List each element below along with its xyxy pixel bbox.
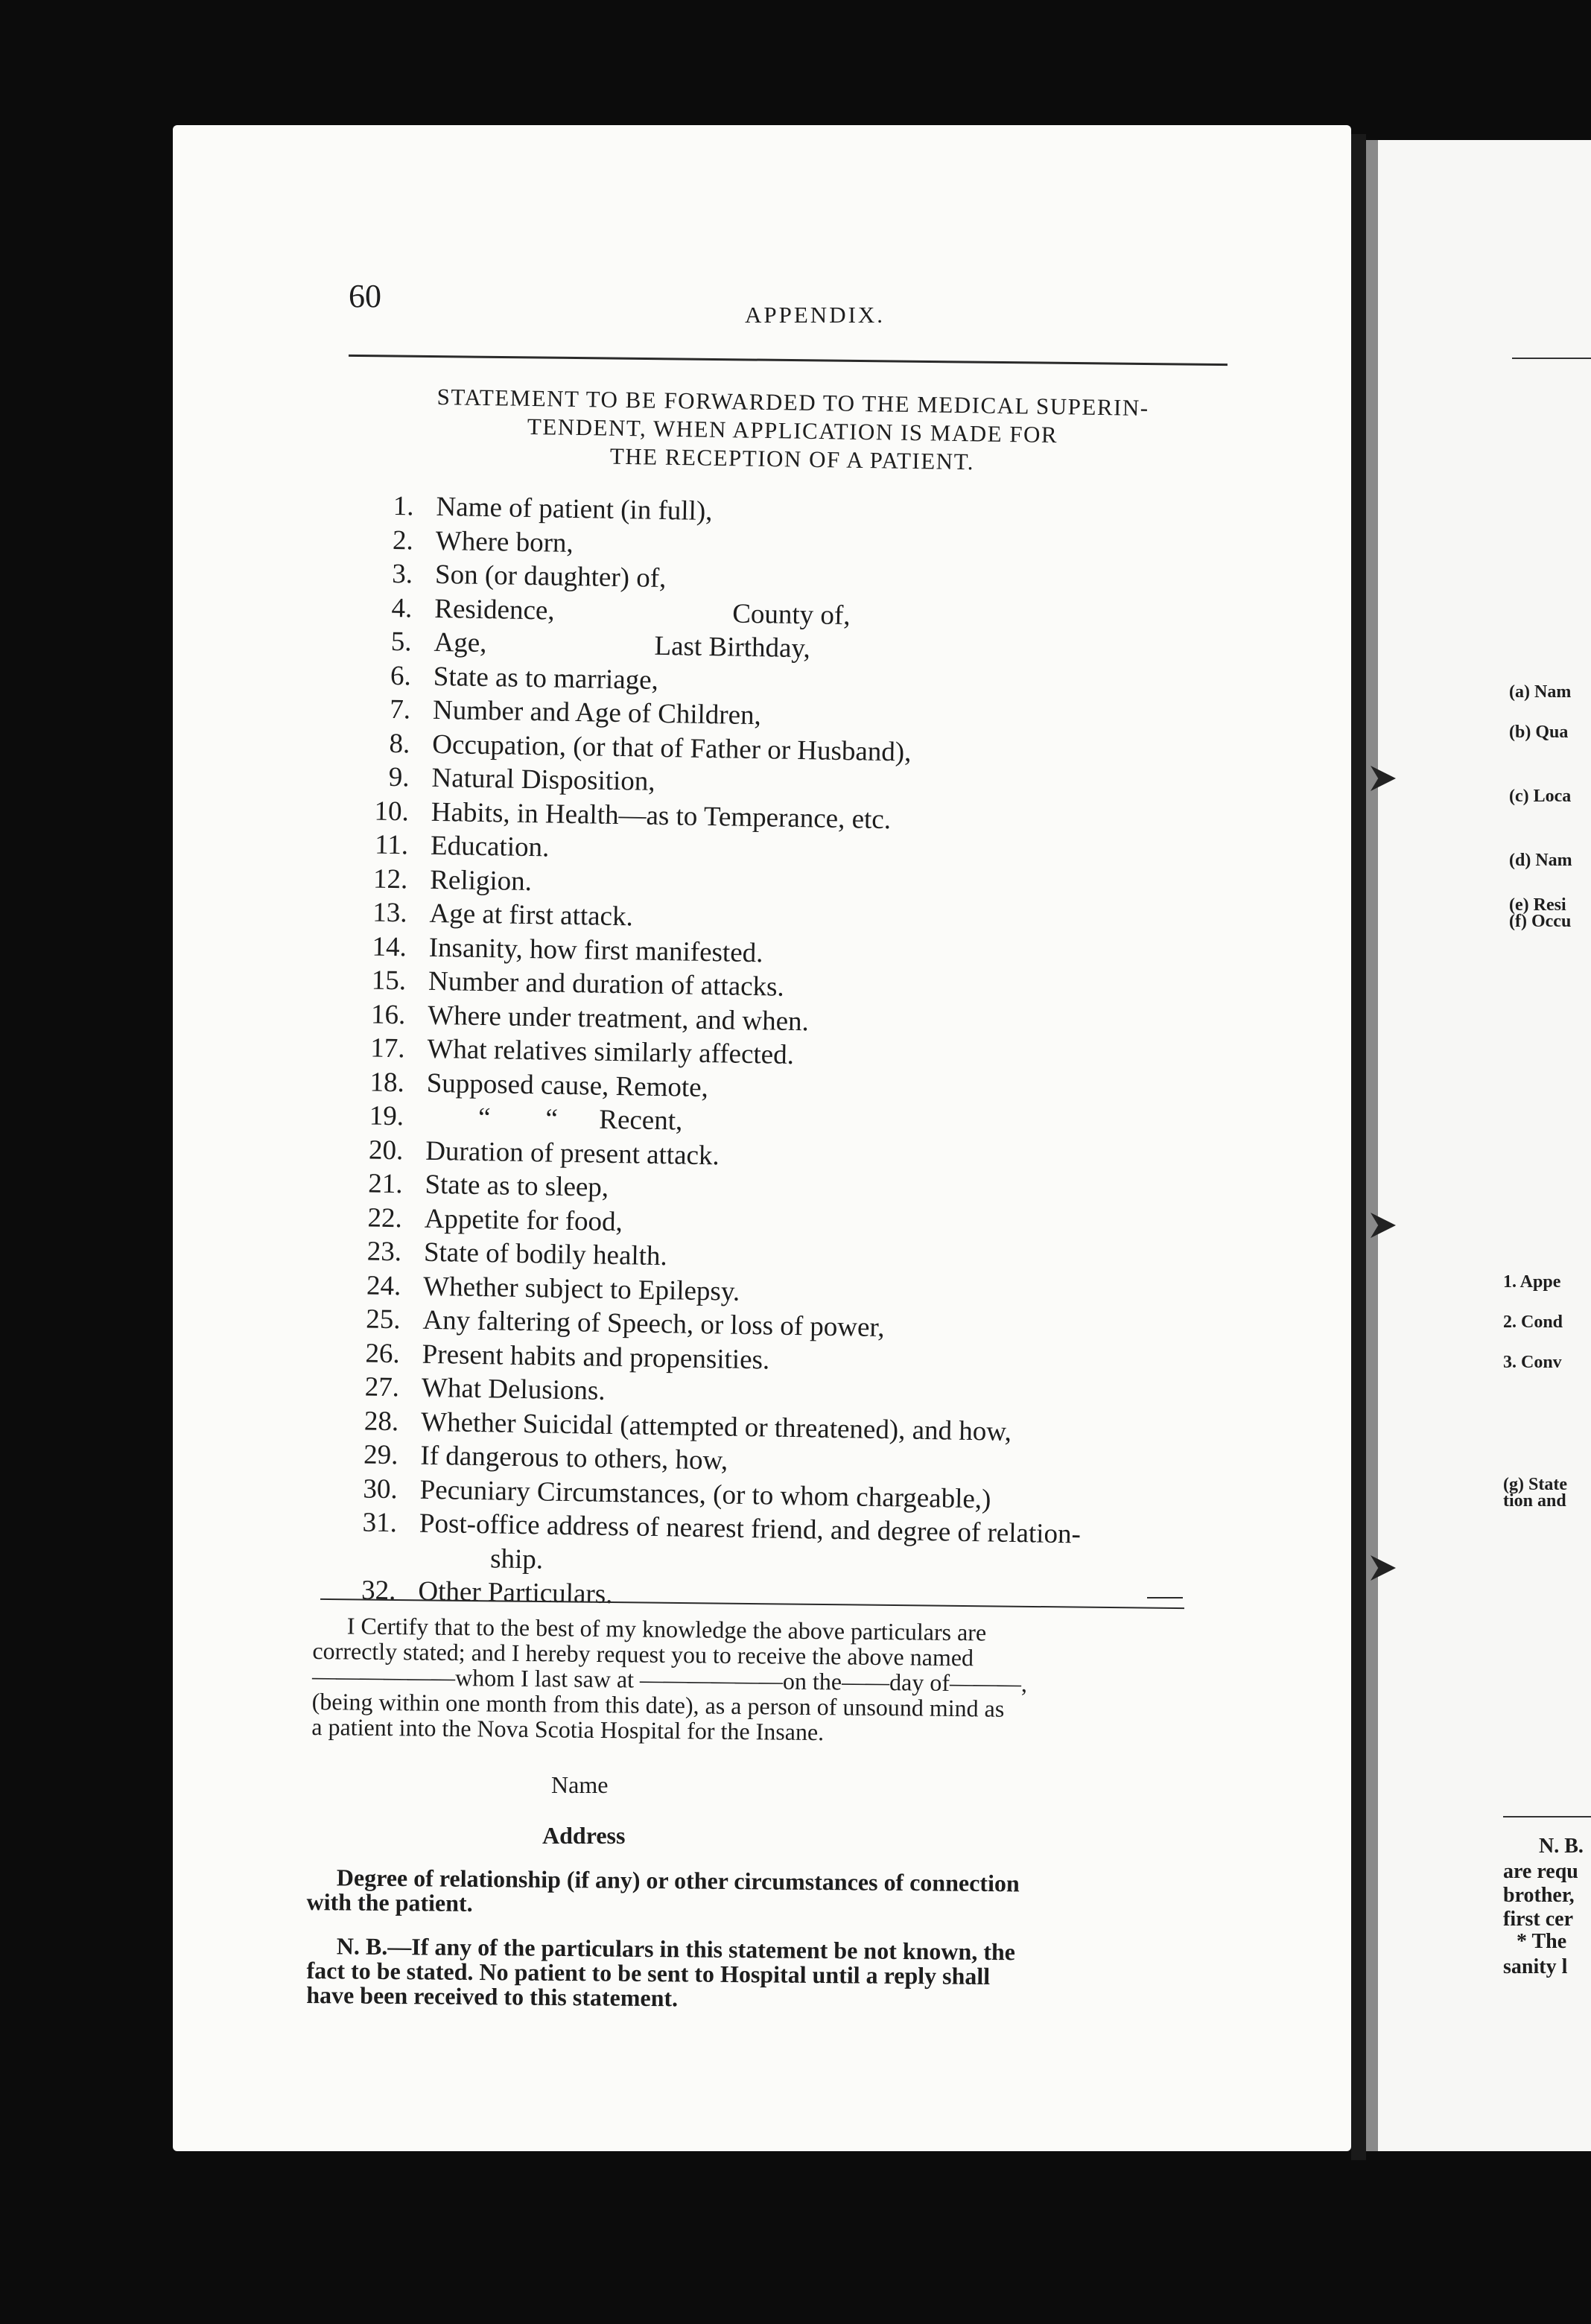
nb-line-1: N. B.—If any of the particulars in this statement be not known, the: [336, 1932, 1016, 1966]
item-number: 29.: [363, 1439, 398, 1471]
item-text: Present habits and propensities.: [422, 1339, 770, 1375]
right-nb-5: * The: [1517, 1930, 1567, 1953]
particulars-list: [331, 489, 1229, 1622]
item-extra-text: County of,: [731, 598, 851, 631]
item-number: 20.: [368, 1134, 404, 1166]
item-text: Residence,: [434, 593, 555, 626]
relationship-note: [306, 1865, 1195, 1922]
item-number: 10.: [374, 796, 410, 827]
right-nb-1: N. B.: [1539, 1835, 1584, 1858]
item-number: 2.: [392, 524, 414, 556]
item-text: State of bodily health.: [423, 1236, 668, 1272]
item-number: 22.: [367, 1202, 403, 1234]
item-number: 3.: [392, 558, 413, 590]
item-text: Name of patient (in full),: [436, 491, 713, 527]
certificate-text: [311, 1613, 1199, 1748]
item-text: Whether Suicidal (attempted or threatened), and how,: [420, 1406, 1012, 1447]
item-text: If dangerous to others, how,: [420, 1440, 728, 1476]
item-text: Education.: [430, 830, 550, 863]
item-number: 15.: [371, 965, 407, 997]
item-number: 9.: [388, 761, 410, 793]
item-text: Duration of present attack.: [425, 1135, 720, 1171]
item-number: 4.: [391, 592, 413, 623]
item-number: 31.: [362, 1507, 398, 1539]
page-number: 60: [349, 278, 381, 314]
nb-line-2: fact to be stated. No patient to be sent to Hospital until a reply shall: [306, 1956, 991, 1990]
nb-note: [306, 1934, 1195, 2015]
heading-line-1: STATEMENT TO BE FORWARDED TO THE MEDICAL SUPERIN-: [436, 383, 1149, 422]
item-number: 18.: [369, 1067, 405, 1098]
item-text: Pecuniary Circumstances, (or to whom chargeable,): [419, 1474, 991, 1514]
item-number: 12.: [372, 863, 408, 895]
item-text: State as to marriage,: [433, 661, 659, 696]
item-number: 21.: [367, 1168, 403, 1200]
item-number: 30.: [363, 1473, 398, 1505]
right-nb-6: sanity l: [1503, 1955, 1568, 1978]
item-text: Son (or daughter) of,: [434, 559, 667, 594]
running-head: APPENDIX.: [745, 302, 886, 328]
item-text: Supposed cause, Remote,: [426, 1067, 709, 1103]
item-number: 32.: [361, 1575, 396, 1607]
item-number: 24.: [366, 1270, 401, 1301]
item-number: 23.: [366, 1236, 402, 1268]
item-number: 17.: [369, 1032, 405, 1064]
certificate-line-5: a patient into the Nova Scotia Hospital for the Insane.: [311, 1712, 825, 1746]
page-spine: [1366, 140, 1378, 2151]
right-list-2: 2. Cond: [1503, 1312, 1563, 1332]
item-text: Post-office address of nearest friend, and degree of relation-: [419, 1508, 1082, 1550]
right-label-a: (a) Nam: [1509, 682, 1572, 702]
item-text: What Delusions.: [421, 1372, 606, 1406]
right-label-g-cont: tion and: [1503, 1491, 1566, 1511]
right-nb-2: are requ: [1503, 1860, 1578, 1883]
item-number: 19.: [369, 1100, 404, 1132]
item-number: 1.: [393, 490, 414, 522]
item-text: What relatives similarly affected.: [427, 1033, 795, 1070]
name-label: Name: [551, 1771, 609, 1798]
item-text: ship.: [489, 1543, 544, 1575]
item-text: Religion.: [429, 864, 533, 897]
address-label: Address: [542, 1822, 626, 1849]
item-text: Insanity, how first manifested.: [428, 932, 763, 968]
item-number: 28.: [363, 1405, 399, 1437]
item-text: Age,: [434, 626, 487, 659]
right-label-f: (f) Occu: [1509, 912, 1572, 931]
item-text: “ “ Recent,: [477, 1102, 683, 1137]
item-text: Where born,: [435, 525, 574, 559]
item-text: Natural Disposition,: [431, 762, 655, 797]
right-page: [1366, 140, 1591, 2151]
item-number: 14.: [372, 931, 407, 962]
item-text: Whether subject to Epilepsy.: [422, 1271, 740, 1307]
item-text: Where under treatment, and when.: [427, 1000, 810, 1037]
certificate-line-3: ——————whom I last saw at ——————on the——day of———,: [311, 1662, 1028, 1698]
item-number: 8.: [389, 728, 410, 759]
item-number: 6.: [390, 660, 412, 691]
certificate-line-4: (being within one month from this date), as a person of unsound mind as: [311, 1687, 1005, 1722]
item-extra-text: Last Birthday,: [654, 630, 811, 664]
heading-line-3: THE RECEPTION OF A PATIENT.: [609, 442, 975, 475]
right-label-g: (g) State: [1503, 1475, 1567, 1494]
item-number: 11.: [374, 829, 409, 861]
right-label-e: (e) Resi: [1509, 895, 1566, 915]
right-label-c: (c) Loca: [1509, 787, 1572, 806]
item-text: Occupation, (or that of Father or Husband),: [431, 728, 912, 768]
item-number: 27.: [364, 1371, 400, 1403]
right-list-3: 3. Conv: [1503, 1353, 1562, 1372]
item-text: Habits, in Health—as to Temperance, etc.: [431, 796, 892, 835]
relationship-line-1: Degree of relationship (if any) or other circumstances of connection: [336, 1864, 1020, 1897]
heading-line-2: TENDENT, WHEN APPLICATION IS MADE FOR: [527, 413, 1058, 448]
item-text: Number and Age of Children,: [432, 694, 762, 731]
item-text: Number and duration of attacks.: [428, 965, 785, 1003]
item-text: Other Particulars.: [418, 1575, 613, 1610]
item-text: State as to sleep,: [425, 1169, 609, 1203]
item-number: 16.: [370, 999, 406, 1030]
right-label-b: (b) Qua: [1509, 723, 1569, 742]
item-number: 25.: [365, 1304, 401, 1336]
right-page-rule-lower: [1503, 1816, 1591, 1817]
right-nb-3: brother,: [1503, 1884, 1575, 1907]
statement-heading: [341, 381, 1244, 480]
nb-line-3: have been received to this statement.: [306, 1981, 679, 2012]
item-text: Age at first attack.: [429, 898, 634, 933]
right-nb-4: first cer: [1503, 1908, 1574, 1931]
right-list-1: 1. Appe: [1503, 1272, 1561, 1292]
item-text: Appetite for food,: [424, 1203, 623, 1237]
right-label-d: (d) Nam: [1509, 851, 1572, 870]
certificate-line-1: I Certify that to the best of my knowledge the above particulars are: [346, 1612, 987, 1646]
certificate-line-2: correctly stated; and I hereby request you to receive the above named: [312, 1636, 974, 1671]
item-text: Any faltering of Speech, or loss of power,: [422, 1304, 885, 1344]
book-gutter: [1351, 134, 1366, 2160]
certificate-rule-short: [1147, 1597, 1183, 1598]
item-number: 7.: [390, 693, 411, 726]
relationship-line-2: with the patient.: [306, 1888, 473, 1917]
item-number: 5.: [390, 626, 412, 658]
right-page-rule: [1512, 358, 1591, 359]
item-number: 13.: [372, 897, 407, 929]
item-number: 26.: [365, 1338, 401, 1369]
